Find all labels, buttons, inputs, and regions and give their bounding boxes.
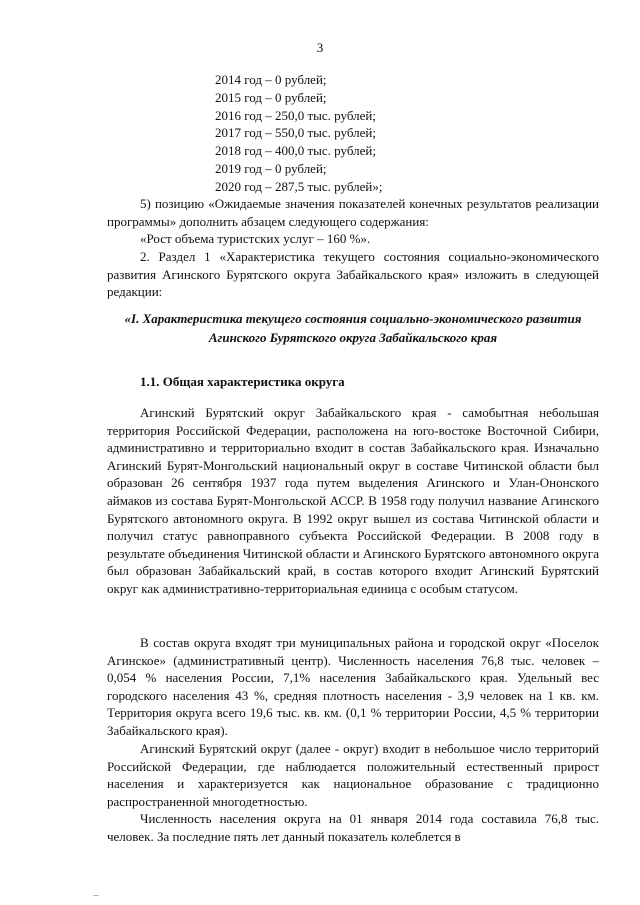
budget-list [215,71,382,196]
budget-item-2019: 2019 год – 0 рублей; [215,160,327,176]
body-paragraph-4: Численность населения округа на 01 января 2014 года составила 76,8 тыс. человек. За последние пять лет данный показатель колеблется в [107,811,599,844]
body-paragraph-2: В состав округа входят три муниципальных района и городской округ «Поселок Агинское» (административный центр). Численность населения 76,8 тыс. человек – 0,054 % населения России, 7,1% населения Забайкальского края. Удельный вес городского населения 43 %, средняя плотность населения - 3,9 человек на 1 кв. км. Территория округа всего 19,6 тыс. кв. км. (0,1 % территории России, 4,5 % территории Забайкальского края). [107,635,599,738]
body-paragraph-1: Агинский Бурятский округ Забайкальского края - самобытная небольшая территория Российской Федерации, расположена на юго-востоке Восточной Сибири, административно и территориально входит в состав Забайкальского края. Изначально Агинский Бурят-Монгольский национальный округ в составе Читинской области был образован 26 сентября 1937 года путем выделения Агинского и Улан-Ононского аймаков из состава Бурят-Монгольской АССР. В 1958 году получил название Агинского Бурятского автономного округа. В 1992 округ вышел из состава Читинской области и получил статус равноправного субъекта Российской Федерации. В 2008 году в результате объединения Читинской области и Агинского Бурятского автономного округа был образован Забайкальский край, в состав которого входит Агинский Бурятский округ как административно-территориальная единица с особым статусом. [107,405,599,596]
section-heading: «I. Характеристика текущего состояния социально-экономического развития Агинского Бурятского округа Забайкальского края [124,311,582,345]
budget-item-2015: 2015 год – 0 рублей; [215,89,327,105]
scan-mark [93,895,99,896]
body-paragraph-3: Агинский Бурятский округ (далее - округ) входит в небольшое число территорий Российской Федерации, где наблюдается положительный естественный прирост населения и характеризуется как национальное образование с традиционно распространенной многодетностью. [107,741,599,809]
budget-item-2020: 2020 год – 287,5 тыс. рублей»; [215,178,383,194]
item-2-paragraph: 2. Раздел 1 «Характеристика текущего состояния социально-экономического развития Агинского Бурятского округа Забайкальского края» изложить в следующей редакции: [107,249,599,300]
item-5-paragraph: 5) позицию «Ожидаемые значения показателей конечных результатов реализации программы» дополнить абзацем следующего содержания: [107,196,599,229]
page-number: 3 [316,40,324,55]
item-5-quote: «Рост объема туристских услуг – 160 %». [140,231,371,246]
budget-item-2017: 2017 год – 550,0 тыс. рублей; [215,125,376,141]
subsection-title: 1.1. Общая характеристика округа [140,374,345,389]
budget-item-2018: 2018 год – 400,0 тыс. рублей; [215,143,376,159]
budget-item-2016: 2016 год – 250,0 тыс. рублей; [215,107,376,123]
budget-item-2014: 2014 год – 0 рублей; [215,72,327,87]
